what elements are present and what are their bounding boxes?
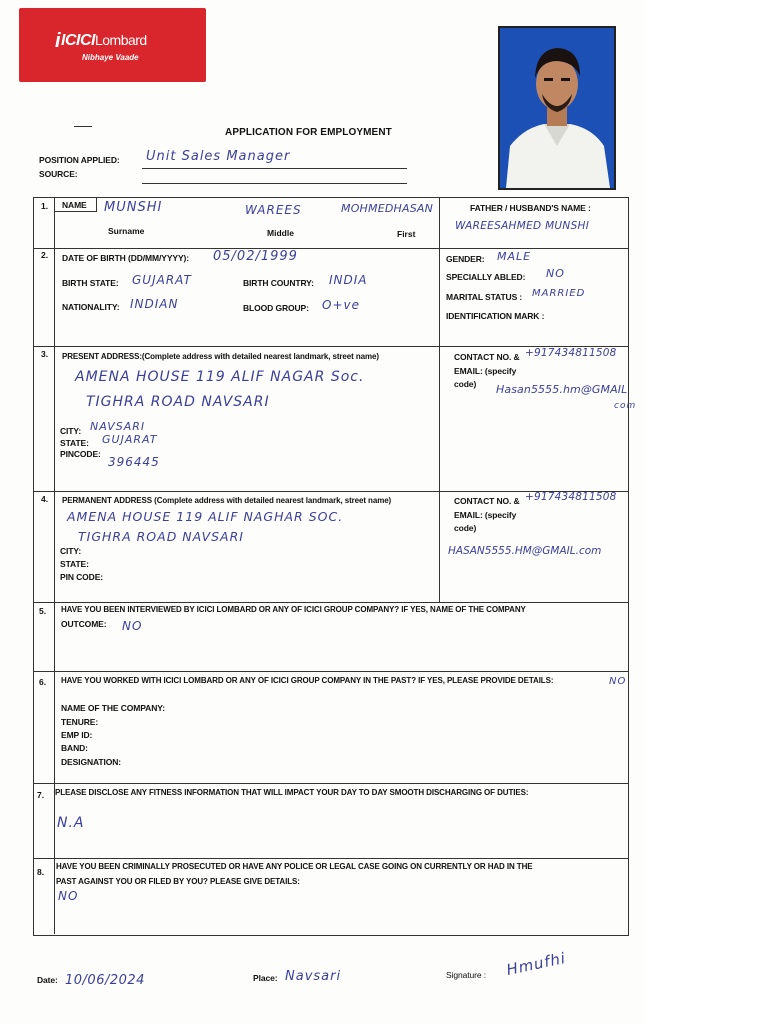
outcome-label: OUTCOME: xyxy=(61,619,107,629)
name-label-divider xyxy=(96,197,97,211)
outcome-value[interactable]: NO xyxy=(122,619,143,633)
section-5-number: 5. xyxy=(39,606,47,616)
gender-value[interactable]: MALE xyxy=(497,250,532,263)
logo-lombard: Lombard xyxy=(94,32,147,48)
number-column-divider xyxy=(54,197,55,934)
date-label: Date: xyxy=(37,975,58,985)
blood-group-value[interactable]: O+ve xyxy=(322,298,360,312)
right-column-divider xyxy=(439,197,440,602)
blood-group-label: BLOOD GROUP: xyxy=(243,303,309,313)
father-husband-name-label: FATHER / HUSBAND'S NAME : xyxy=(470,203,591,213)
row-divider-1 xyxy=(33,248,628,249)
present-state-value[interactable]: GUJARAT xyxy=(102,433,158,446)
permanent-email-value[interactable]: HASAN5555.HM@GMAIL.com xyxy=(448,545,602,557)
present-pincode-value[interactable]: 396445 xyxy=(108,455,160,469)
background-beyond-page xyxy=(645,0,768,1024)
present-email-label: EMAIL: (specify xyxy=(454,366,517,376)
present-address-line-1[interactable]: AMENA HOUSE 119 ALIF NAGAR Soc. xyxy=(75,369,365,385)
permanent-pincode-label: PIN CODE: xyxy=(60,572,104,582)
form-title: APPLICATION FOR EMPLOYMENT xyxy=(225,127,392,138)
criminal-case-question-line-1: HAVE YOU BEEN CRIMINALLY PROSECUTED OR HAVE ANY POLICE OR LEGAL CASE GOING ON CURRENTLY OR HAD IN THE xyxy=(56,862,533,871)
section-6-number: 6. xyxy=(39,677,47,687)
present-email-code-label: code) xyxy=(454,379,477,389)
nationality-label: NATIONALITY: xyxy=(62,302,120,312)
position-applied-value[interactable]: Unit Sales Manager xyxy=(146,149,291,164)
worked-before-question: HAVE YOU WORKED WITH ICICI LOMBARD OR ANY OF ICICI GROUP COMPANY IN THE PAST? IF YES, PLEASE PROVIDE DETAILS: xyxy=(61,676,554,685)
row-divider-6 xyxy=(33,783,628,784)
gender-label: GENDER: xyxy=(446,254,485,264)
present-address-line-2[interactable]: TIGHRA ROAD NAVSARI xyxy=(86,394,270,410)
row-divider-7 xyxy=(33,858,628,859)
identification-mark-label: IDENTIFICATION MARK : xyxy=(446,311,545,321)
place-value[interactable]: Navsari xyxy=(285,969,342,984)
marital-status-label: MARITAL STATUS : xyxy=(446,292,523,302)
band-label: BAND: xyxy=(61,743,88,753)
designation-label: DESIGNATION: xyxy=(61,757,122,767)
logo-tagline: Nibhaye Vaade xyxy=(82,53,139,62)
permanent-address-line-1[interactable]: AMENA HOUSE 119 ALIF NAGHAR SOC. xyxy=(67,509,344,524)
permanent-contact-value[interactable]: +917434811508 xyxy=(525,491,617,503)
name-label-box-bottom xyxy=(54,211,97,212)
section-7-number: 7. xyxy=(37,790,45,800)
section-2-number: 2. xyxy=(41,250,49,260)
criminal-case-answer[interactable]: NO xyxy=(58,889,79,903)
permanent-email-code-label: code) xyxy=(454,523,477,533)
logo-mark-icon: i xyxy=(55,30,61,52)
criminal-case-question-line-2: PAST AGAINST YOU OR FILED BY YOU? PLEASE GIVE DETAILS: xyxy=(56,877,300,886)
birth-state-value[interactable]: GUJARAT xyxy=(132,273,192,287)
icici-lombard-logo xyxy=(19,8,206,82)
present-state-label: STATE: xyxy=(60,438,89,448)
first-name-value[interactable]: MOHMEDHASAN xyxy=(341,202,434,215)
logo-brand: ICICI xyxy=(61,32,95,49)
place-label: Place: xyxy=(253,973,278,983)
marital-status-value[interactable]: MARRIED xyxy=(532,288,586,299)
fitness-information-answer[interactable]: N.A xyxy=(57,815,85,831)
present-email-value-suffix[interactable]: com xyxy=(614,401,637,411)
permanent-email-label: EMAIL: (specify xyxy=(454,510,517,520)
surname-value[interactable]: MUNSHI xyxy=(104,200,163,215)
row-divider-4 xyxy=(33,602,628,603)
date-value[interactable]: 10/06/2024 xyxy=(65,973,145,988)
permanent-state-label: STATE: xyxy=(60,559,89,569)
specially-abled-label: SPECIALLY ABLED: xyxy=(446,272,526,282)
surname-sublabel: Surname xyxy=(108,226,145,236)
company-name-label: NAME OF THE COMPANY: xyxy=(61,703,165,713)
title-dash xyxy=(74,126,92,127)
permanent-contact-label: CONTACT NO. & xyxy=(454,496,520,506)
name-label: NAME xyxy=(62,200,87,210)
emp-id-label: EMP ID: xyxy=(61,730,93,740)
birth-state-label: BIRTH STATE: xyxy=(62,278,119,288)
father-husband-name-value[interactable]: WAREESAHMED MUNSHI xyxy=(455,220,590,232)
date-of-birth-label: DATE OF BIRTH (DD/MM/YYYY): xyxy=(62,253,189,263)
present-pincode-label: PINCODE: xyxy=(60,449,101,459)
birth-country-label: BIRTH COUNTRY: xyxy=(243,278,314,288)
fitness-information-question: PLEASE DISCLOSE ANY FITNESS INFORMATION THAT WILL IMPACT YOUR DAY TO DAY SMOOTH DISCHARGING OF DUTIES: xyxy=(55,788,529,797)
present-contact-label: CONTACT NO. & xyxy=(454,352,520,362)
section-8-number: 8. xyxy=(37,867,45,877)
birth-country-value[interactable]: INDIA xyxy=(329,273,368,287)
present-city-value[interactable]: NAVSARI xyxy=(90,420,146,433)
section-3-number: 3. xyxy=(41,349,49,359)
worked-before-answer[interactable]: NO xyxy=(609,676,627,687)
present-email-value[interactable]: Hasan5555.hm@GMAIL xyxy=(496,383,628,396)
section-1-number: 1. xyxy=(41,201,49,211)
applicant-photo xyxy=(498,26,616,190)
position-applied-label: POSITION APPLIED: xyxy=(39,155,120,165)
middle-sublabel: Middle xyxy=(267,228,294,238)
permanent-city-label: CITY: xyxy=(60,546,82,556)
specially-abled-value[interactable]: NO xyxy=(546,267,565,280)
source-label: SOURCE: xyxy=(39,169,78,179)
nationality-value[interactable]: INDIAN xyxy=(130,297,179,311)
present-city-label: CITY: xyxy=(60,426,82,436)
interviewed-before-question: HAVE YOU BEEN INTERVIEWED BY ICICI LOMBARD OR ANY OF ICICI GROUP COMPANY? IF YES, NAME OF THE COMPANY xyxy=(61,605,526,614)
section-4-number: 4. xyxy=(41,494,49,504)
date-of-birth-value[interactable]: 05/02/1999 xyxy=(213,249,298,264)
row-divider-5 xyxy=(33,671,628,672)
first-sublabel: First xyxy=(397,229,416,239)
present-contact-value[interactable]: +917434811508 xyxy=(525,347,617,359)
signature-value[interactable]: Hmufhi xyxy=(504,948,568,980)
middle-name-value[interactable]: WAREES xyxy=(245,203,302,217)
position-applied-line xyxy=(142,168,407,169)
permanent-address-line-2[interactable]: TIGHRA ROAD NAVSARI xyxy=(78,529,244,544)
permanent-address-label: PERMANENT ADDRESS (Complete address with detailed nearest landmark, street name) xyxy=(62,496,392,505)
signature-label: Signature : xyxy=(446,970,487,980)
tenure-label: TENURE: xyxy=(61,717,99,727)
applicant-photo-image xyxy=(500,28,614,188)
source-line xyxy=(142,183,407,184)
present-address-label: PRESENT ADDRESS:(Complete address with detailed nearest landmark, street name) xyxy=(62,352,379,361)
